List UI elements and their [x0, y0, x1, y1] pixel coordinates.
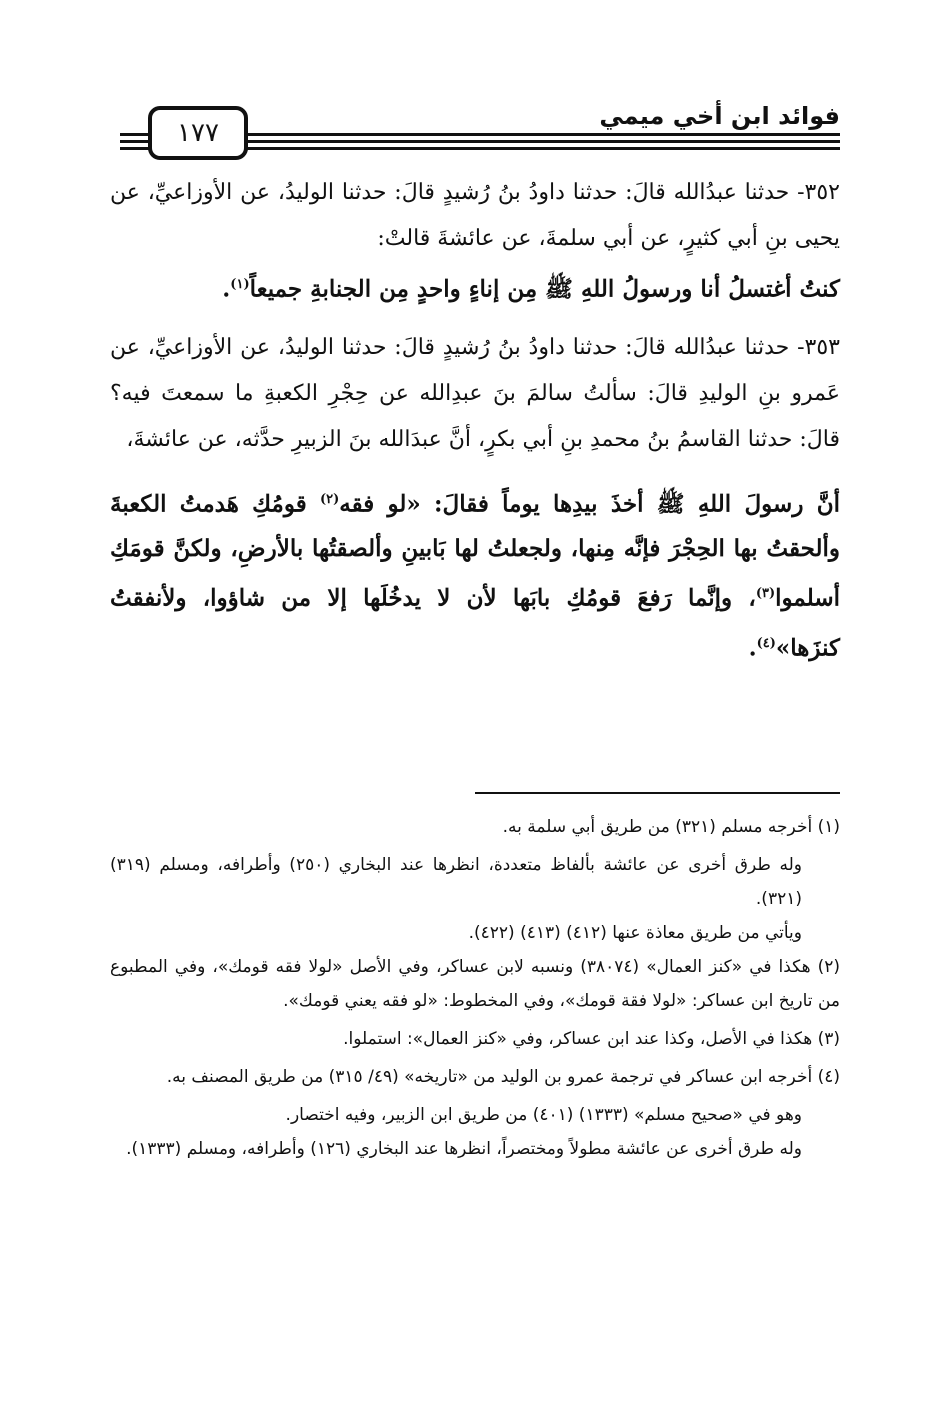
hadith-353-isnad: ٣٥٣- حدثنا عبدُالله قالَ: حدثنا داودُ بنُ رُشيدٍ قالَ: حدثنا الوليدُ، عن الأوزاعيِّ، عن عَمرو بنِ الوليدِ قالَ: سألتُ سالمَ بنَ عبدِالله عن حِجْرِ الكعبةِ ما سمعتَ فيه؟ قالَ: حدثنا القاسمُ بنُ محمدِ بنِ أبي بكرٍ، أنَّ عبدَالله بنَ الزبيرِ حدَّثه، عن عائشةَ، — [110, 334, 840, 452]
period: . — [222, 275, 231, 303]
footnote-3: (٣) هكذا في الأصل، وكذا عند ابن عساكر، وفي «كنز العمال»: استملوا. — [343, 1029, 840, 1049]
page-number: ١٧٧ — [148, 106, 248, 160]
footnote-ref-1: (١) — [230, 277, 250, 292]
footnotes — [110, 810, 840, 1166]
hadith-352-text: كنتُ أغتسلُ أنا ورسولُ اللهِ ﷺ مِن إناءٍ واحدٍ مِن الجنابةِ جميعاً — [249, 275, 840, 303]
hadith-353-matn — [110, 477, 840, 671]
footnote-4: (٤) أخرجه ابن عساكر في ترجمة عمرو بن الوليد من «تاريخه» (٤٩/ ٣١٥) من طريق المصنف به. — [166, 1067, 840, 1087]
footnote-1: (١) أخرجه مسلم (٣٢١) من طريق أبي سلمة به. — [502, 817, 840, 837]
footnote-1-cont: وله طرق أخرى عن عائشة بألفاظ متعددة، انظرها عند البخاري (٢٥٠) وأطرافه، ومسلم (٣١٩) (٣٢١). — [110, 855, 802, 909]
footnote-4-cont: وله طرق أخرى عن عائشة مطولاً ومختصراً، انظرها عند البخاري (١٢٦) وأطرافه، ومسلم (١٣٣٣). — [126, 1139, 802, 1159]
footnote-ref-2: (٢) — [319, 491, 340, 507]
main-text — [110, 170, 840, 683]
hadith-352-matn — [110, 262, 840, 313]
footnote-1-cont: ويأتي من طريق معاذة عنها (٤١٢) (٤١٣) (٤٢٢). — [468, 923, 802, 943]
footnote-ref-4: (٤) — [756, 635, 776, 651]
hadith-353-text-2: قومُكِ هَدمتُ الكعبةَ وألحقتُ بها الحِجْرَ فإنَّه مِنها، ولجعلتُ لها بَابينِ وألصقتُها بالأرضِ، ولكنَّ قومَكِ أسلموا — [110, 490, 840, 612]
footnote-4-cont: وهو في «صحيح مسلم» (١٣٣٣) (٤٠١) من طريق ابن الزبير، وفيه اختصار. — [285, 1105, 802, 1125]
footnote-2: (٢) هكذا في «كنز العمال» (٣٨٠٧٤) ونسبه لابن عساكر، وفي الأصل «لولا فقه قومك»، وفي المطبوع من تاريخ ابن عساكر: «لولا فقة قومك»، وفي المخطوط: «لو فقه يعني قومك». — [110, 957, 840, 1011]
hadith-352-isnad: ٣٥٢- حدثنا عبدُالله قالَ: حدثنا داودُ بنُ رُشيدٍ قالَ: حدثنا الوليدُ، عن الأوزاعيِّ، عن يحيى بنِ أبي كثيرٍ، عن أبي سلمةَ، عن عائشةَ قالتْ: — [110, 180, 840, 251]
footnote-ref-3: (٣) — [755, 586, 776, 602]
hadith-353-text-3: ، وإنَّما رَفعَ قومُكِ بابَها لأن لا يدخُلَها إلا من شاؤوا، ولأنفقتُ كنزَها» — [110, 584, 840, 662]
period: . — [748, 634, 757, 662]
page-header — [120, 100, 840, 160]
running-title: فوائد ابن أخي ميمي — [599, 102, 840, 130]
footnote-separator — [475, 792, 840, 794]
hadith-353-text-1: أنَّ رسولَ اللهِ ﷺ أخذَ بيدِها يوماً فقالَ: «لو فقه — [339, 490, 840, 518]
